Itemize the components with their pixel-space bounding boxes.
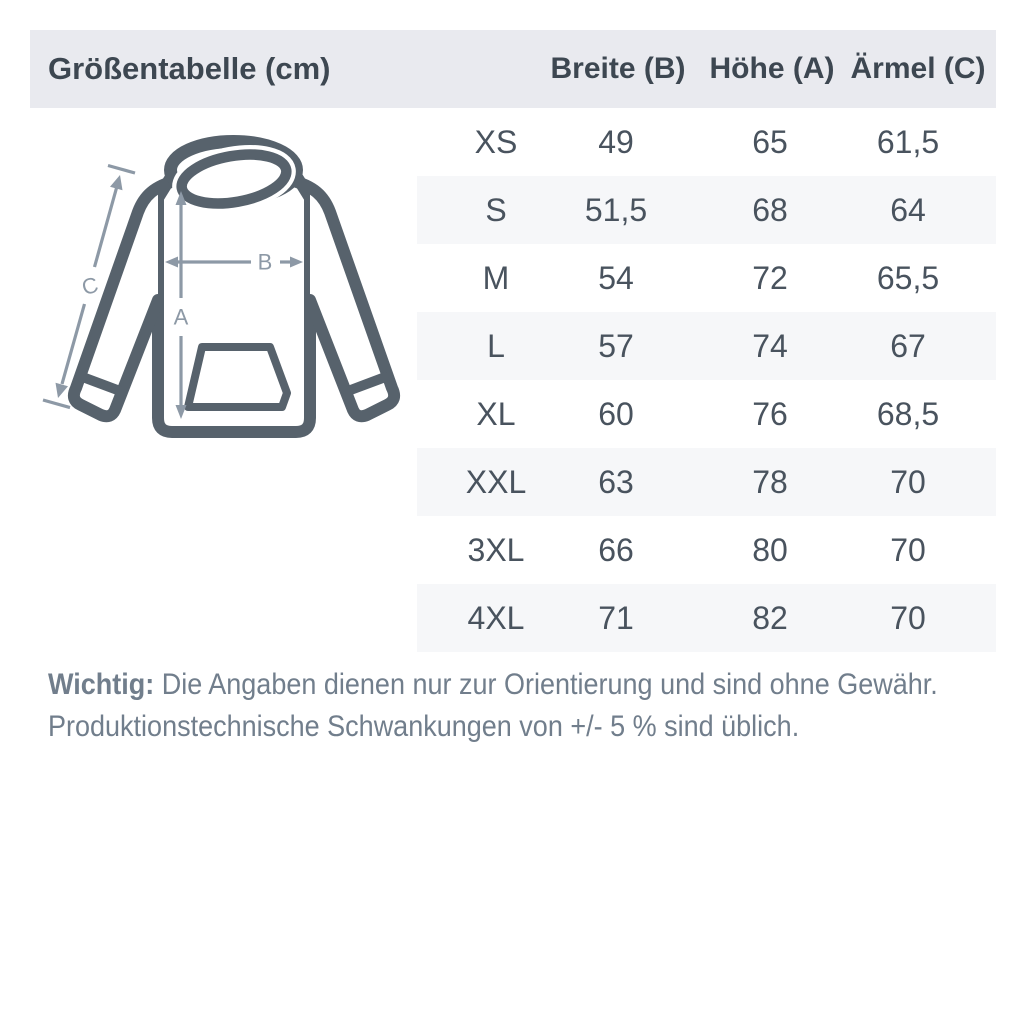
table-row: [417, 176, 996, 244]
disclaimer-bold: Wichtig:: [48, 668, 155, 701]
header-band: [30, 30, 996, 108]
cell-hoehe: 72: [752, 260, 788, 296]
dimension-c-arrowhead-bottom: [56, 383, 69, 398]
cell-hoehe: 78: [752, 464, 788, 500]
table-row: [417, 108, 996, 176]
dimension-b-label: B: [257, 249, 273, 275]
disclaimer-line-1: Wichtig: Die Angaben dienen nur zur Orientierung und sind ohne Gewähr.: [48, 668, 938, 701]
disclaimer-line-2: Produktionstechnische Schwankungen von +/- 5 % sind üblich.: [48, 710, 800, 743]
cell-hoehe: 82: [752, 600, 788, 636]
cell-size: S: [485, 192, 507, 228]
table-row: [417, 584, 996, 652]
cell-size: L: [487, 328, 505, 364]
cell-aermel: 70: [890, 464, 926, 500]
table-row: [417, 516, 996, 584]
cell-size: XXL: [465, 464, 527, 500]
cell-breite: 71: [598, 600, 634, 636]
dimension-c-arrowhead-top: [110, 175, 123, 190]
dimension-a-label: A: [173, 304, 189, 330]
cell-breite: 49: [598, 124, 634, 160]
table-row: [417, 244, 996, 312]
cell-hoehe: 76: [752, 396, 788, 432]
hoodie-measurement-diagram: [40, 120, 405, 460]
table-row: [417, 380, 996, 448]
cell-aermel: 65,5: [876, 260, 940, 296]
cell-aermel: 67: [890, 328, 926, 364]
cell-breite: 60: [598, 396, 634, 432]
cell-size: M: [482, 260, 510, 296]
cell-breite: 63: [598, 464, 634, 500]
cell-aermel: 70: [890, 600, 926, 636]
dimension-c-label: C: [79, 271, 101, 301]
column-header-breite: Breite (B): [550, 52, 686, 85]
cell-aermel: 61,5: [876, 124, 940, 160]
cell-hoehe: 74: [752, 328, 788, 364]
cell-aermel: 64: [890, 192, 926, 228]
cell-breite: 57: [598, 328, 634, 364]
table-row: [417, 312, 996, 380]
cell-hoehe: 80: [752, 532, 788, 568]
page-title: Größentabelle (cm): [48, 51, 331, 86]
cell-breite: 66: [598, 532, 634, 568]
cell-size: XS: [474, 124, 518, 160]
disclaimer-note: [48, 664, 938, 748]
table-row: [417, 448, 996, 516]
cell-size: 4XL: [467, 600, 525, 636]
cell-hoehe: 68: [752, 192, 788, 228]
cell-hoehe: 65: [752, 124, 788, 160]
cell-size: XL: [476, 396, 516, 432]
column-header-aermel: Ärmel (C): [850, 52, 986, 85]
cell-breite: 51,5: [584, 192, 648, 228]
cell-size: 3XL: [467, 532, 525, 568]
size-table: [417, 108, 996, 652]
cell-aermel: 68,5: [876, 396, 940, 432]
column-header-hoehe: Höhe (A): [709, 52, 835, 85]
cell-aermel: 70: [890, 532, 926, 568]
cell-breite: 54: [598, 260, 634, 296]
hoodie-pocket: [188, 347, 287, 407]
